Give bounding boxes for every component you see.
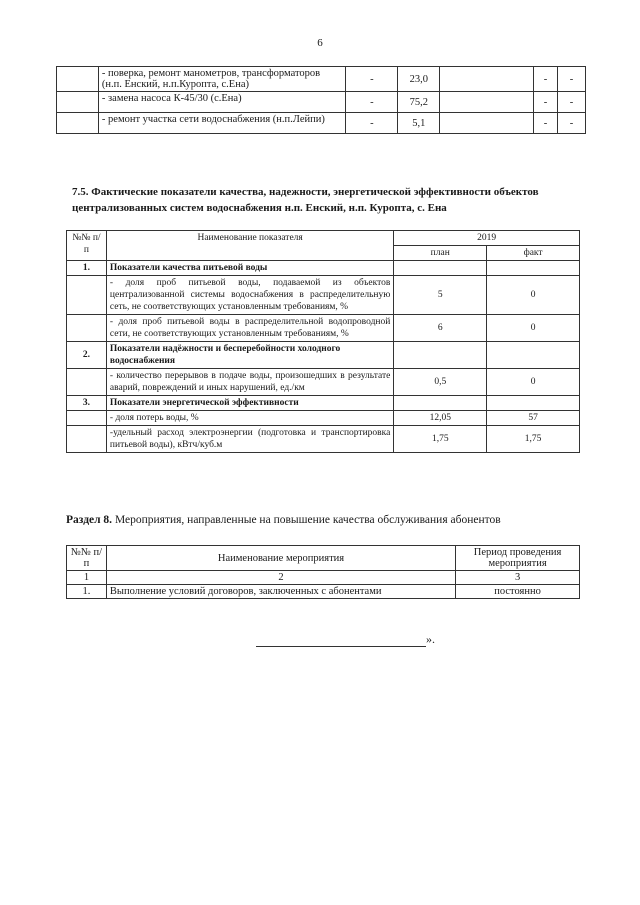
header-fact: факт: [487, 246, 580, 261]
header-num: №№ п/п: [67, 546, 107, 571]
cell: -: [534, 113, 558, 134]
work-name-cell: - замена насоса К-45/30 (с.Ена): [98, 92, 346, 113]
group-title: Показатели энергетической эффективности: [106, 396, 393, 411]
cell: -: [558, 113, 586, 134]
section-8-label: Раздел 8.: [66, 514, 113, 526]
maintenance-works-table: [56, 66, 586, 134]
fact-value: 0: [487, 315, 580, 342]
table-row: [67, 411, 580, 426]
empty-cell: [67, 315, 107, 342]
cell: -: [346, 67, 398, 92]
header-year: 2019: [394, 231, 580, 246]
row-num: 1.: [67, 585, 107, 599]
cell: -: [346, 92, 398, 113]
group-num: 3.: [67, 396, 107, 411]
cell: -: [558, 67, 586, 92]
closing-quote: ».: [426, 632, 435, 646]
column-number: 1: [67, 571, 107, 585]
value-cell: 23,0: [398, 67, 440, 92]
group-row: [67, 396, 580, 411]
plan-value: 1,75: [394, 426, 487, 453]
plan-value: 6: [394, 315, 487, 342]
empty-cell: [394, 261, 487, 276]
activity-name: Выполнение условий договоров, заключенных с абонентами: [106, 585, 455, 599]
column-number: 2: [106, 571, 455, 585]
blank-underline: [256, 633, 426, 647]
header-period: Период проведения мероприятия: [456, 546, 580, 571]
empty-cell: [440, 113, 534, 134]
section-8-title: Мероприятия, направленные на повышение качества обслуживания абонентов: [114, 514, 501, 526]
group-title: Показатели надёжности и бесперебойности холодного водоснабжения: [106, 342, 393, 369]
empty-cell: [394, 342, 487, 369]
plan-value: 5: [394, 276, 487, 315]
column-number: 3: [456, 571, 580, 585]
page-number: 6: [317, 37, 323, 49]
table-row: [67, 426, 580, 453]
indicator-name: - доля потерь воды, %: [106, 411, 393, 426]
activity-period: постоянно: [456, 585, 580, 599]
table-row: [67, 315, 580, 342]
section-7-5-heading: 7.5. Фактические показатели качества, надежности, энергетической эффективности объектов централизованных систем водоснабжения н.п. Енский, н.п. Куропта, с. Ена: [72, 186, 539, 214]
empty-cell: [487, 261, 580, 276]
work-name-cell: - поверка, ремонт манометров, трансформаторов (н.п. Енский, н.п.Куропта, с.Ена): [98, 67, 346, 92]
indicators-table: [66, 230, 580, 453]
column-numbers-row: [67, 571, 580, 585]
header-activity-name: Наименование мероприятия: [106, 546, 455, 571]
value-cell: 5,1: [398, 113, 440, 134]
empty-cell: [67, 276, 107, 315]
section-8-heading: [66, 514, 606, 526]
indicator-name: - доля проб питьевой воды, подаваемой из объектов централизованной системы водоснабжения в распределительную сеть, не соответствующих установленным требованиям, %: [106, 276, 393, 315]
table-row: [57, 113, 586, 134]
header-indicator-name: Наименование показателя: [106, 231, 393, 261]
indicator-name: - количество перерывов в подаче воды, произошедших в результате аварий, повреждений и иных нарушений, ед./км: [106, 369, 393, 396]
group-num: 1.: [67, 261, 107, 276]
table-row: [67, 276, 580, 315]
plan-value: 12,05: [394, 411, 487, 426]
value-cell: 75,2: [398, 92, 440, 113]
empty-cell: [440, 67, 534, 92]
cell: -: [534, 67, 558, 92]
header-row: [67, 546, 580, 571]
empty-cell: [57, 67, 99, 92]
empty-cell: [57, 113, 99, 134]
table-row: [57, 92, 586, 113]
table-row: [57, 67, 586, 92]
indicator-name: - доля проб питьевой воды в распределительной водопроводной сети, не соответствующих установленным требованиям, %: [106, 315, 393, 342]
empty-cell: [394, 396, 487, 411]
table-row: [67, 369, 580, 396]
header-num: №№ п/п: [67, 231, 107, 261]
cell: -: [558, 92, 586, 113]
empty-cell: [57, 92, 99, 113]
empty-cell: [67, 369, 107, 396]
empty-cell: [67, 411, 107, 426]
plan-value: 0,5: [394, 369, 487, 396]
work-name-cell: - ремонт участка сети водоснабжения (н.п.Лейпи): [98, 113, 346, 134]
cell: -: [346, 113, 398, 134]
empty-cell: [440, 92, 534, 113]
group-row: [67, 261, 580, 276]
empty-cell: [487, 342, 580, 369]
empty-cell: [67, 426, 107, 453]
table-row: [67, 585, 580, 599]
activities-table: [66, 545, 580, 599]
closing-line: [256, 632, 435, 647]
fact-value: 1,75: [487, 426, 580, 453]
fact-value: 0: [487, 276, 580, 315]
empty-cell: [487, 396, 580, 411]
cell: -: [534, 92, 558, 113]
group-row: [67, 342, 580, 369]
indicator-name: -удельный расход электроэнергии (подготовка и транспортировка питьевой воды), кВтч/куб.м: [106, 426, 393, 453]
fact-value: 0: [487, 369, 580, 396]
header-row: [67, 231, 580, 246]
group-num: 2.: [67, 342, 107, 369]
header-plan: план: [394, 246, 487, 261]
group-title: Показатели качества питьевой воды: [106, 261, 393, 276]
fact-value: 57: [487, 411, 580, 426]
